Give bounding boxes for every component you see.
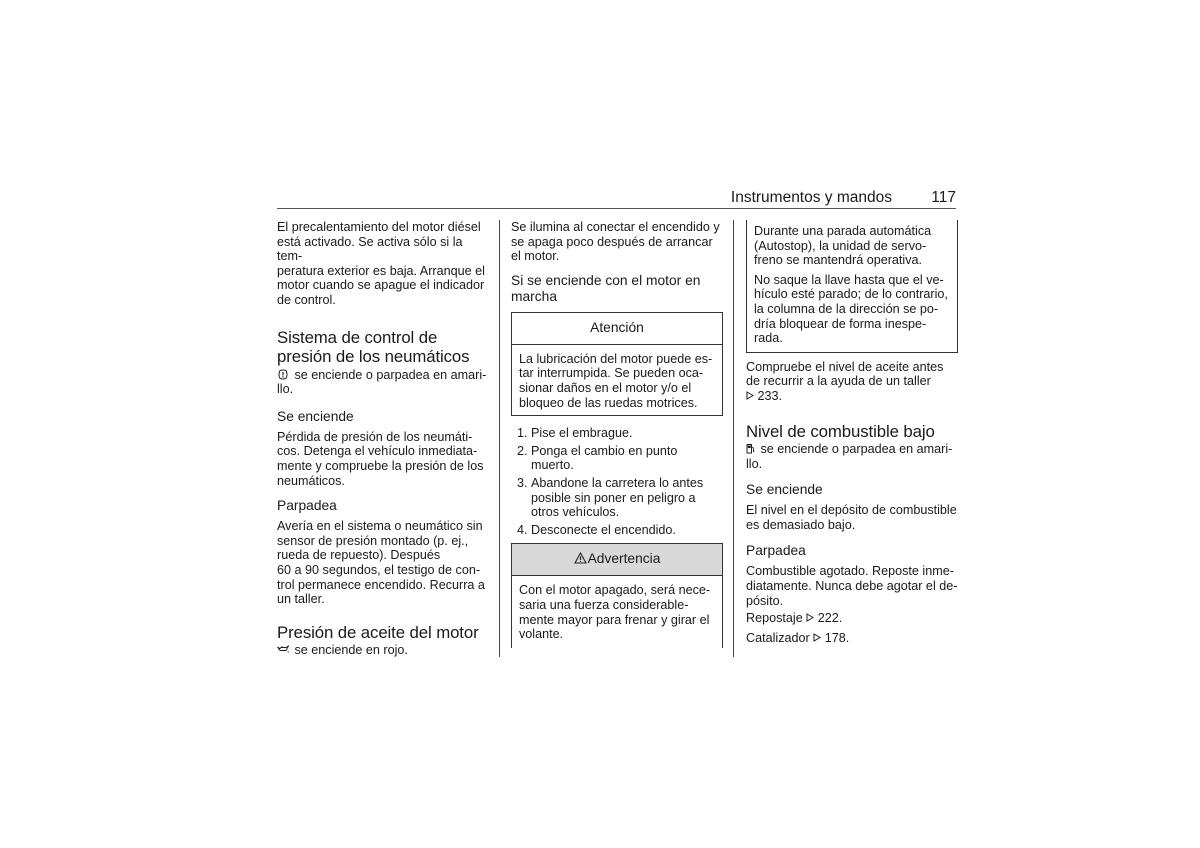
attention-title: Atención	[512, 313, 722, 345]
refuel-reference: Repostaje 222.	[746, 611, 843, 626]
tpms-heading: Sistema de control de presión de los neumáticos	[277, 327, 470, 367]
oil-pressure-heading: Presión de aceite del motor	[277, 622, 479, 642]
section-title: Instrumentos y mandos	[730, 189, 892, 206]
page-reference[interactable]: 178.	[821, 630, 850, 645]
warning-header	[512, 544, 722, 576]
attention-box	[511, 312, 723, 416]
column-1	[277, 220, 489, 658]
attention-text: La lubricación del motor puede es- tar interrumpida. Se pueden oca- sionar daños en el motor y/o el bloqueo de las ruedas motrices.	[519, 351, 713, 410]
page-reference-icon	[746, 391, 754, 400]
intro-paragraph: El precalentamiento del motor diésel está activado. Se activa sólo si la tem- peratura exterior es baja. Arranque el motor cuando se apague el indicador de control.	[277, 220, 485, 307]
catalyst-reference: Catalizador 178.	[746, 630, 850, 645]
fuel-flash-heading: Parpadea	[746, 543, 806, 559]
tpms-intro: se enciende o parpadea en amari- llo.	[277, 367, 487, 397]
fuel-flash-text: Combustible agotado. Reposte inme- diatamente. Nunca debe agotar el de- pósito.	[746, 564, 958, 608]
fuel-lit-text: El nivel en el depósito de combustible es demasiado bajo.	[746, 503, 957, 532]
oil-intro: Se ilumina al conectar el encendido y se apaga poco después de arrancar el motor.	[511, 220, 720, 264]
warning-title: Advertencia	[587, 551, 661, 567]
column-3	[746, 220, 958, 645]
warning-box	[511, 543, 723, 647]
list-item: 4. Desconecte el encendido.	[517, 522, 676, 537]
fuel-heading: Nivel de combustible bajo	[746, 421, 935, 441]
page-reference[interactable]: 233.	[754, 388, 783, 403]
fuel-lit-heading: Se enciende	[746, 482, 823, 498]
warning-text: Con el motor apagado, será nece- saria una fuerza considerable- mente mayor para frenar y girar el volante.	[519, 583, 711, 642]
tire-pressure-warning-icon	[277, 369, 289, 380]
oil-can-icon	[277, 644, 289, 655]
tpms-flash-text: Avería en el sistema o neumático sin sensor de presión montado (p. ej., rueda de repuesto). Después 60 a 90 segundos, el testigo de con- trol permanece encendido. Recurra a un taller.	[277, 519, 485, 607]
running-heading: Si se enciende con el motor en marcha	[511, 272, 701, 304]
check-oil-text: Compruebe el nivel de aceite antes de recurrir a la ayuda de un taller 233.	[746, 359, 944, 403]
page-number: 117	[931, 189, 956, 206]
warning-triangle-icon	[574, 552, 587, 564]
page-header	[277, 188, 956, 208]
warning-box-continued	[746, 220, 958, 353]
steps-list	[511, 426, 723, 537]
column-2	[511, 220, 723, 648]
key-text: No saque la llave hasta que el ve- hículo esté parado; de lo contrario, la columna de la dirección se po- dría bloquear de forma inespe- rada.	[754, 272, 948, 346]
tpms-lit-text: Pérdida de presión de los neumáti- cos. Detenga el vehículo inmediata- mente y compruebe la presión de los neumáticos.	[277, 429, 484, 488]
column-divider	[499, 220, 500, 657]
list-item: 1. Pise el embrague.	[517, 426, 633, 441]
header-divider	[277, 208, 956, 209]
tpms-lit-heading: Se enciende	[277, 408, 354, 424]
column-divider	[733, 220, 734, 657]
page-reference-icon	[813, 633, 821, 642]
oil-pressure-text: se enciende en rojo.	[277, 643, 489, 658]
autostop-text: Durante una parada automática (Autostop), la unidad de servo- freno se mantendrá operativa.	[754, 224, 932, 268]
page-reference[interactable]: 222.	[814, 611, 843, 626]
list-item: 3. Abandone la carretera lo antes posible sin poner en peligro a otros vehículos.	[517, 475, 704, 520]
list-item: 2. Ponga el cambio en punto muerto.	[517, 443, 678, 473]
tpms-flash-heading: Parpadea	[277, 498, 337, 514]
fuel-pump-icon	[746, 443, 755, 454]
fuel-intro: se enciende o parpadea en amari- llo.	[746, 442, 953, 471]
